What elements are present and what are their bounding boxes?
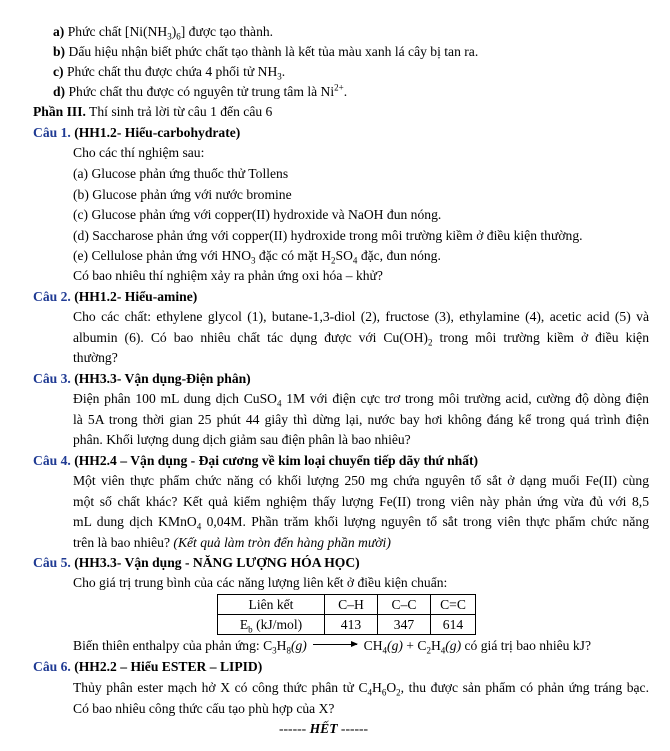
reaction-arrow-icon: [313, 644, 357, 646]
q5-heading: Câu 5. (HH3.3- Vận dụng - NĂNG LƯỢNG HÓA HỌC): [33, 555, 360, 570]
statement-d: d) Phức chất thu được có nguyên tử trung tâm là $Ni^{2+}$.: [53, 82, 348, 99]
q4-line1: Một viên thực phẩm chức năng có khối lượng 250 mg chứa nguyên tố sắt ở dạng muối Fe(II) cùng: [73, 473, 649, 488]
table-cell: 614: [431, 615, 476, 635]
q1-option-d: (d) Saccharose phản ứng với copper(II) hydroxide trong môi trường kiềm ở điều kiện thường.: [73, 228, 583, 243]
q3-line1: Điện phân 100 mL dung dịch CuSO$_4$ 1M với điện cực trơ trong môi trường acid, cường độ dòng điện: [73, 391, 649, 409]
q1-intro: Cho các thí nghiệm sau:: [73, 145, 205, 160]
table-row-label: $E_b$ (kJ/mol): [218, 615, 325, 635]
table-header-cell: C–H: [325, 595, 378, 615]
q2-line3: thường?: [73, 350, 118, 365]
table-cell: 413: [325, 615, 378, 635]
q2-line2: albumin (6). Có bao nhiêu chất tác dụng được với $Cu(OH)_2$ trong môi trường kiềm ở điều kiện: [73, 330, 649, 348]
table-cell: 347: [378, 615, 431, 635]
table-header-cell: Liên kết: [218, 595, 325, 615]
table-row: [218, 615, 476, 635]
q6-line1: Thủy phân ester mạch hở X có công thức phân tử $C_4H_6O_2$, thu được sản phẩm có phản ứng tráng bạc.: [73, 680, 649, 698]
q3-heading: Câu 3. (HH3.3- Vận dụng-Điện phân): [33, 371, 251, 386]
q1-option-a: (a) Glucose phản ứng thuốc thử Tollens: [73, 166, 289, 181]
q5-question: Biến thiên enthalpy của phản ứng: $C_3H_8(g) CH_4(g) + C_2H_4(g)$ có giá trị bao nhiêu kJ?: [73, 638, 591, 656]
part3-heading: Phần III. Thí sinh trả lời từ câu 1 đến câu 6: [33, 104, 273, 119]
statement-c: c) Phức chất thu được chứa 4 phối tử $NH_3$.: [53, 64, 286, 82]
q4-line4: trên là bao nhiêu? (Kết quả làm tròn đến hàng phần mười): [73, 535, 391, 550]
q1-option-b: (b) Glucose phản ứng với nước bromine: [73, 187, 292, 202]
statement-b: b) Dấu hiệu nhận biết phức chất tạo thành là kết tủa màu xanh lá cây bị tan ra.: [53, 44, 479, 59]
q4-heading: Câu 4. (HH2.4 – Vận dụng - Đại cương về kim loại chuyển tiếp dãy thứ nhất): [33, 453, 479, 468]
q1-option-c: (c) Glucose phản ứng với copper(II) hydroxide và NaOH đun nóng.: [73, 207, 442, 222]
table-header-cell: C–C: [378, 595, 431, 615]
table-header-row: [218, 595, 476, 615]
q3-line2: là 5A trong thời gian 25 phút 44 giây thì dừng lại, nước bay hơi không đáng kể trong quá trình điện: [73, 412, 649, 427]
q4-line3: mL dung dịch KMnO$_4$ 0,04M. Phần trăm khối lượng nguyên tố sắt trong viên thực phẩm chức năng: [73, 514, 649, 532]
bond-energy-table: [217, 594, 476, 635]
q3-line3: phân. Khối lượng dung dịch giảm sau điện phân là bao nhiêu?: [73, 432, 411, 447]
end-marker: ------ HẾT ------: [279, 721, 369, 736]
q6-heading: Câu 6. (HH2.2 – Hiểu ESTER – LIPID): [33, 659, 263, 674]
q1-question: Có bao nhiêu thí nghiệm xảy ra phản ứng oxi hóa – khử?: [73, 268, 383, 283]
q2-heading: Câu 2. (HH1.2- Hiểu-amine): [33, 289, 198, 304]
q1-option-e: (e) Cellulose phản ứng với $HNO_3$ đặc có mặt $H_2SO_4$ đặc, đun nóng.: [73, 248, 441, 266]
q4-line2: một số chất khác? Kết quả kiểm nghiệm thấy lượng Fe(II) trong viên này phản ứng vừa đủ với 8,5: [73, 494, 649, 509]
statement-a: a) Phức chất $[Ni(NH_3)_6]$ được tạo thành.: [53, 24, 274, 42]
table-header-cell: C=C: [431, 595, 476, 615]
q2-line1: Cho các chất: ethylene glycol (1), butane-1,3-diol (2), fructose (3), ethylamine (4), acetic acid (5) và: [73, 309, 649, 324]
q5-intro: Cho giá trị trung bình của các năng lượng liên kết ở điều kiện chuẩn:: [73, 575, 448, 590]
q6-line2: Có bao nhiêu công thức cấu tạo phù hợp của X?: [73, 701, 335, 716]
q1-heading: Câu 1. (HH1.2- Hiểu-carbohydrate): [33, 125, 241, 140]
